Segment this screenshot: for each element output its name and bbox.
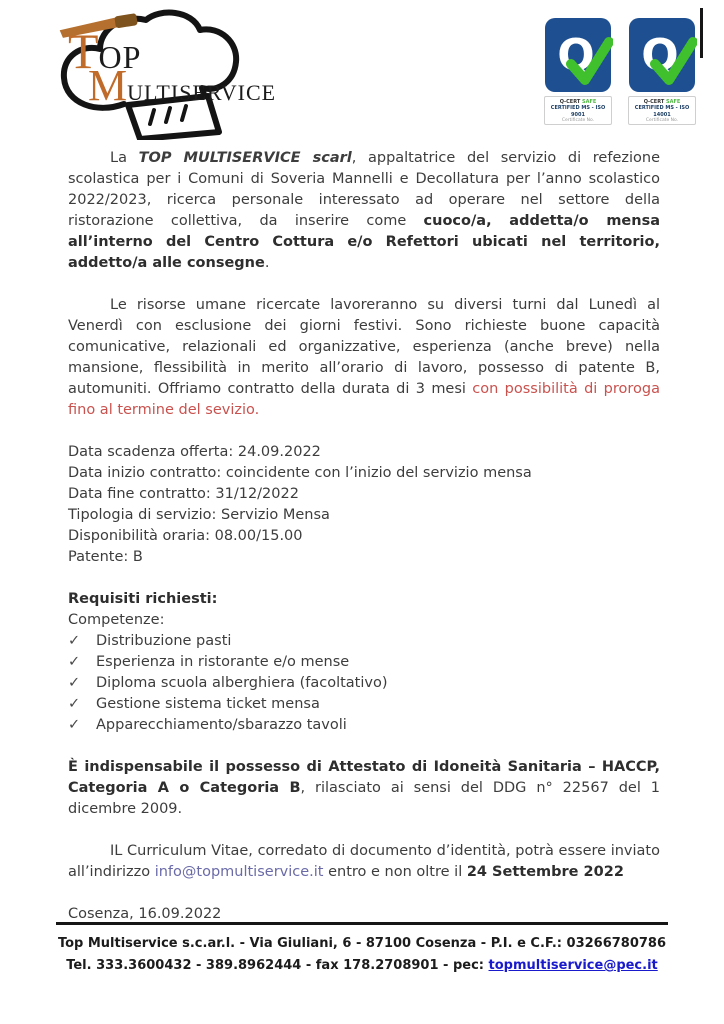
- badge2-cert-no: Certificate No.: [645, 117, 679, 123]
- badge1-cert-no: Certificate No.: [561, 117, 595, 123]
- list-item: [68, 673, 660, 694]
- footer-contacts: [0, 933, 724, 977]
- q-cert-14001-icon: [627, 16, 697, 102]
- company-name-bold: TOP MULTISERVICE scarl: [138, 150, 352, 166]
- footer-phone-line: [0, 955, 724, 977]
- competence-text: Diploma scuola alberghiera (facoltativo): [96, 675, 388, 691]
- checkmark-icon: ✓: [68, 675, 81, 691]
- certification-badges: [543, 16, 697, 125]
- list-item: [68, 631, 660, 652]
- logo-word-multiservice-rest: ULTISERVICE: [127, 80, 277, 105]
- checkmark-icon: ✓: [68, 717, 81, 733]
- footer-address-line: Top Multiservice s.c.ar.l. - Via Giuliani, 6 - 87100 Cosenza - P.I. e C.F.: 03266780786: [57, 936, 667, 951]
- intro-text-mid: , appaltatrice del servizio di refezione scolastica per i Comuni di Soveria Mannelli e Decollatura per l’anno scolastico 2022/2023, ricerca personale interessato ad operare nel settore della ristorazione collettiva, da inserire come: [68, 150, 660, 229]
- offer-details: [68, 442, 660, 568]
- competences-label: Competenze:: [68, 612, 165, 628]
- requirements-section: [68, 589, 660, 736]
- footer-phone-text: Tel. 333.3600432 - 389.8962444 - fax 178.2708901 - pec:: [66, 958, 489, 973]
- haccp-regular-text: , rilasciato ai sensi del DDG n° 22567 del 1 dicembre 2009.: [68, 780, 660, 817]
- footer-divider: [56, 922, 668, 925]
- vertical-divider-line: [700, 8, 703, 58]
- deadline-date-bold: 24 Settembre 2022: [466, 864, 624, 880]
- offer-deadline: Data scadenza offerta: 24.09.2022: [68, 444, 321, 460]
- intro-paragraph: [68, 148, 660, 274]
- haccp-paragraph: [68, 757, 660, 820]
- cv-paragraph: [68, 841, 660, 883]
- badge2-standard: CERTIFIED MS - ISO 14001: [634, 105, 690, 118]
- intro-text-end: .: [264, 255, 270, 271]
- badge2-brand: Q-CERT: [643, 99, 665, 105]
- requirements-title: Requisiti richiesti:: [68, 591, 218, 607]
- cv-text-mid: entro e non oltre il: [323, 864, 467, 880]
- cv-text: IL Curriculum Vitae, corredato di documento d’identità, potrà essere inviato all’indirizzo: [68, 843, 660, 880]
- list-item: [68, 652, 660, 673]
- competence-text: Apparecchiamento/sbarazzo tavoli: [96, 717, 347, 733]
- badge1-brand-suffix: SAFE: [581, 99, 597, 105]
- info-email-link[interactable]: info@topmultiservice.it: [154, 864, 324, 880]
- logo-letter-m: M: [88, 61, 128, 110]
- iso-9001-badge-label: [544, 96, 612, 125]
- checkmark-icon: ✓: [68, 633, 81, 649]
- letter-body: [68, 148, 660, 946]
- conditions-text: Le risorse umane ricercate lavoreranno su diversi turni dal Lunedì al Venerdì con esclusione dei giorni festivi. Sono richieste buone capacità comunicative, relazionali ed organizzative, esperienza (anche breve) nella mansione, flessibilità in merito all’orario di lavoro, possesso di patente B, automuniti. Offriamo contratto della durata di 3 mesi: [68, 297, 660, 397]
- iso-14001-badge-label: [628, 96, 696, 125]
- checkmark-icon: ✓: [68, 654, 81, 670]
- list-item: [68, 694, 660, 715]
- conditions-paragraph: [68, 295, 660, 421]
- logo-wordmark: [42, 8, 292, 140]
- pec-email-link[interactable]: topmultiservice@pec.it: [488, 958, 658, 973]
- intro-text: La: [110, 150, 139, 166]
- svg-text:Q: Q: [557, 30, 595, 81]
- license: Patente: B: [68, 549, 143, 565]
- badge1-standard: CERTIFIED MS - ISO 9001: [550, 105, 606, 118]
- service-type: Tipologia di servizio: Servizio Mensa: [68, 507, 330, 523]
- iso-9001-badge: [543, 16, 613, 125]
- haccp-bold-text: È indispensabile il possesso di Attestato di Idoneità Sanitaria – HACCP, Categoria A o Categoria B: [68, 759, 660, 796]
- competences-list: [68, 631, 660, 736]
- list-item: [68, 715, 660, 736]
- roles-bold: cuoco/a, addetta/o mensa all’interno del Centro Cottura e/o Refettori ubicati nel territorio, addetto/a alle consegne: [68, 213, 660, 271]
- svg-text:Q: Q: [641, 30, 679, 81]
- contract-end: Data fine contratto: 31/12/2022: [68, 486, 299, 502]
- checkmark-icon: ✓: [68, 696, 81, 712]
- competence-text: Distribuzione pasti: [96, 633, 232, 649]
- company-logo: [42, 8, 292, 140]
- hours-availability: Disponibilità oraria: 08.00/15.00: [68, 528, 303, 544]
- badge2-brand-suffix: SAFE: [665, 99, 681, 105]
- place-date-line: Cosenza, 16.09.2022: [68, 906, 222, 922]
- contract-start: Data inizio contratto: coincidente con l’inizio del servizio mensa: [68, 465, 532, 481]
- letter-footer: [0, 922, 724, 977]
- logo-letter-t: T: [68, 23, 99, 79]
- logo-word-top-rest: OP: [98, 39, 142, 75]
- q-cert-9001-icon: [543, 16, 613, 102]
- badge1-brand: Q-CERT: [559, 99, 581, 105]
- competence-text: Esperienza in ristorante e/o mense: [96, 654, 350, 670]
- iso-14001-badge: [627, 16, 697, 125]
- proroga-red-text: con possibilità di proroga fino al termine del sevizio.: [68, 381, 660, 418]
- competence-text: Gestione sistema ticket mensa: [96, 696, 320, 712]
